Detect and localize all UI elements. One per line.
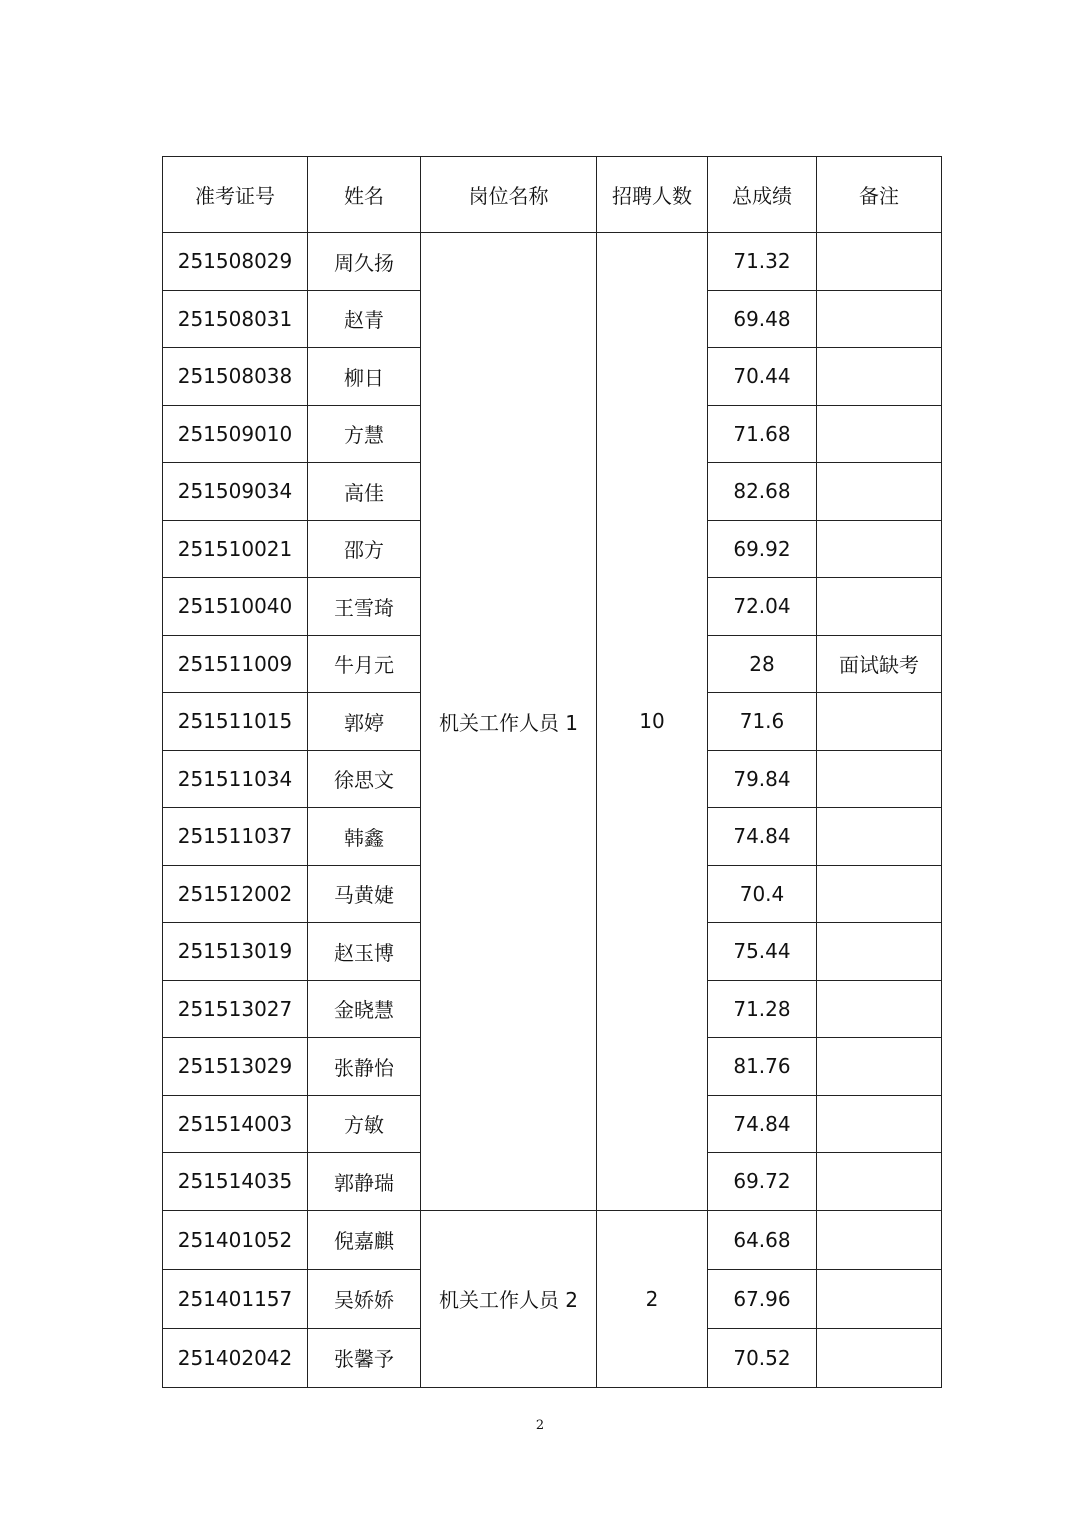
name-cell: 柳日: [308, 348, 421, 406]
header-exam-id: 准考证号: [163, 157, 308, 233]
note-cell: [817, 1095, 942, 1153]
exam-id-cell: 251510040: [163, 578, 308, 636]
note-cell: [817, 1038, 942, 1096]
position-cell: 机关工作人员 2: [421, 1210, 597, 1387]
exam-id-cell: 251512002: [163, 865, 308, 923]
exam-id-cell: 251401052: [163, 1210, 308, 1269]
header-hires: 招聘人数: [597, 157, 708, 233]
note-cell: [817, 463, 942, 521]
exam-id-cell: 251511037: [163, 808, 308, 866]
hires-cell: 10: [597, 233, 708, 1211]
total-score-cell: 82.68: [708, 463, 817, 521]
note-cell: [817, 1210, 942, 1269]
name-cell: 邵方: [308, 520, 421, 578]
name-cell: 吴娇娇: [308, 1269, 421, 1328]
exam-id-cell: 251514035: [163, 1153, 308, 1211]
exam-id-cell: 251509010: [163, 405, 308, 463]
total-score-cell: 28: [708, 635, 817, 693]
exam-id-cell: 251510021: [163, 520, 308, 578]
page-number: 2: [535, 1418, 545, 1433]
note-cell: [817, 233, 942, 291]
exam-id-cell: 251511009: [163, 635, 308, 693]
total-score-cell: 74.84: [708, 808, 817, 866]
name-cell: 方敏: [308, 1095, 421, 1153]
name-cell: 郭静瑞: [308, 1153, 421, 1211]
note-cell: [817, 693, 942, 751]
name-cell: 牛月元: [308, 635, 421, 693]
total-score-cell: 64.68: [708, 1210, 817, 1269]
note-cell: 面试缺考: [817, 635, 942, 693]
note-cell: [817, 980, 942, 1038]
name-cell: 郭婷: [308, 693, 421, 751]
total-score-cell: 69.48: [708, 290, 817, 348]
hires-cell: 2: [597, 1210, 708, 1387]
total-score-cell: 75.44: [708, 923, 817, 981]
note-cell: [817, 578, 942, 636]
position-cell: 机关工作人员 1: [421, 233, 597, 1211]
exam-id-cell: 251513019: [163, 923, 308, 981]
name-cell: 赵玉博: [308, 923, 421, 981]
exam-id-cell: 251511034: [163, 750, 308, 808]
total-score-cell: 71.6: [708, 693, 817, 751]
exam-id-cell: 251511015: [163, 693, 308, 751]
exam-id-cell: 251508031: [163, 290, 308, 348]
note-cell: [817, 520, 942, 578]
note-cell: [817, 1153, 942, 1211]
total-score-cell: 81.76: [708, 1038, 817, 1096]
header-name: 姓名: [308, 157, 421, 233]
note-cell: [817, 348, 942, 406]
name-cell: 张馨予: [308, 1328, 421, 1387]
total-score-cell: 74.84: [708, 1095, 817, 1153]
total-score-cell: 70.52: [708, 1328, 817, 1387]
header-position: 岗位名称: [421, 157, 597, 233]
name-cell: 赵青: [308, 290, 421, 348]
exam-id-cell: 251402042: [163, 1328, 308, 1387]
note-cell: [817, 865, 942, 923]
note-cell: [817, 923, 942, 981]
note-cell: [817, 1269, 942, 1328]
total-score-cell: 67.96: [708, 1269, 817, 1328]
name-cell: 马黄婕: [308, 865, 421, 923]
exam-id-cell: 251513029: [163, 1038, 308, 1096]
name-cell: 高佳: [308, 463, 421, 521]
total-score-cell: 70.44: [708, 348, 817, 406]
exam-id-cell: 251513027: [163, 980, 308, 1038]
exam-id-cell: 251509034: [163, 463, 308, 521]
total-score-cell: 72.04: [708, 578, 817, 636]
total-score-cell: 79.84: [708, 750, 817, 808]
results-table: [162, 156, 942, 1388]
total-score-cell: 71.68: [708, 405, 817, 463]
name-cell: 金晓慧: [308, 980, 421, 1038]
name-cell: 徐思文: [308, 750, 421, 808]
table-row: [163, 1210, 942, 1269]
table-body: [163, 233, 942, 1388]
exam-id-cell: 251514003: [163, 1095, 308, 1153]
header-note: 备注: [817, 157, 942, 233]
total-score-cell: 69.92: [708, 520, 817, 578]
total-score-cell: 70.4: [708, 865, 817, 923]
name-cell: 方慧: [308, 405, 421, 463]
total-score-cell: 71.32: [708, 233, 817, 291]
note-cell: [817, 290, 942, 348]
header-total-score: 总成绩: [708, 157, 817, 233]
table-row: [163, 233, 942, 291]
name-cell: 周久扬: [308, 233, 421, 291]
name-cell: 王雪琦: [308, 578, 421, 636]
name-cell: 倪嘉麒: [308, 1210, 421, 1269]
total-score-cell: 69.72: [708, 1153, 817, 1211]
exam-id-cell: 251401157: [163, 1269, 308, 1328]
note-cell: [817, 808, 942, 866]
note-cell: [817, 750, 942, 808]
exam-id-cell: 251508038: [163, 348, 308, 406]
name-cell: 张静怡: [308, 1038, 421, 1096]
total-score-cell: 71.28: [708, 980, 817, 1038]
note-cell: [817, 1328, 942, 1387]
name-cell: 韩鑫: [308, 808, 421, 866]
exam-id-cell: 251508029: [163, 233, 308, 291]
table-header-row: [163, 157, 942, 233]
note-cell: [817, 405, 942, 463]
